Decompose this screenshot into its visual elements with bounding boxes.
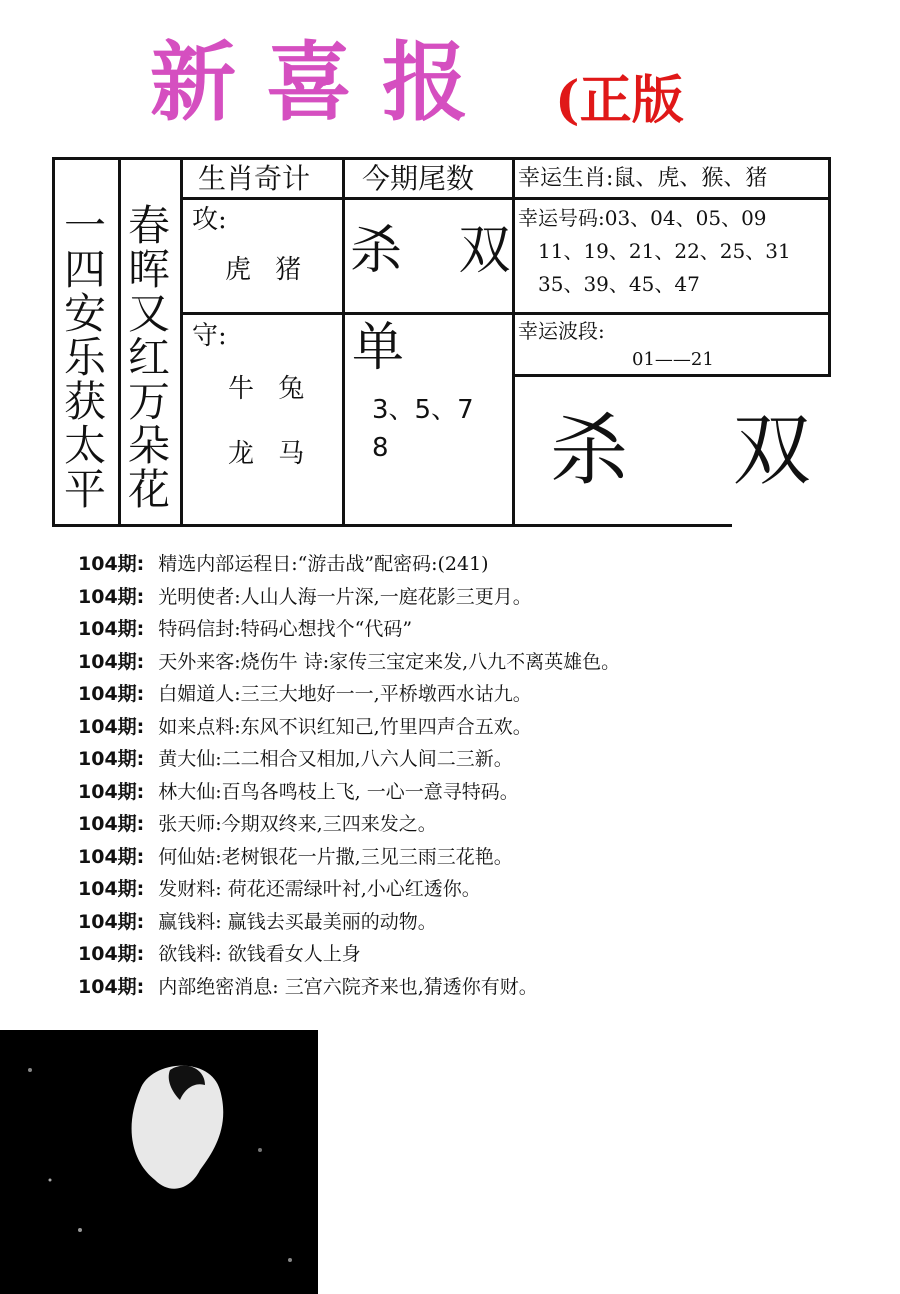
vertical-slogan-1: 一 四 安 乐 获 太 平 [63, 201, 106, 514]
header-lucky-zodiac: 幸运生肖:鼠、虎、猴、猪 [518, 166, 768, 191]
forecast-text: 赢钱料: 赢钱去买最美丽的动物。 [158, 910, 437, 933]
period-label: 104期: [78, 715, 145, 738]
forecast-row [78, 548, 878, 581]
forecast-text: 内部绝密消息: 三宫六院齐来也,猜透你有财。 [158, 975, 538, 998]
lucky-wave-range: 01——21 [632, 349, 714, 370]
tail-numbers-2: 8 [372, 433, 389, 463]
period-label: 104期: [78, 813, 145, 835]
period-label: 104期: [78, 585, 145, 608]
period-label: 104期: [78, 910, 145, 933]
period-label: 104期: [78, 780, 145, 803]
forecast-text: 特码信封:特码心想找个“代码” [158, 618, 413, 640]
forecast-row [78, 938, 878, 971]
defend-animals-1: 牛 兔 [228, 374, 313, 404]
period-label: 104期: [78, 943, 145, 965]
big-kill-double: 杀 双 [550, 406, 851, 496]
forecast-text: 如来点料:东风不识红知己,竹里四声合五欢。 [158, 715, 532, 738]
period-label: 104期: [78, 878, 145, 900]
forecast-row [78, 841, 878, 874]
page-title: 新喜报 [150, 32, 498, 133]
defend-label: 守: [192, 321, 227, 351]
header-zodiac-plan: 生肖奇计 [198, 162, 311, 195]
forecast-text: 林大仙:百鸟各鸣枝上飞, 一心一意寻特码。 [158, 780, 519, 803]
tail-kill-double: 杀 双 [350, 221, 531, 281]
forecast-text: 发财料: 荷花还需绿叶衬,小心红透你。 [158, 878, 481, 900]
period-label: 104期: [78, 683, 145, 705]
period-label: 104期: [78, 650, 145, 673]
period-label: 104期: [78, 975, 145, 998]
forecast-row [78, 711, 878, 744]
period-label: 104期: [78, 553, 145, 575]
forecast-row [78, 776, 878, 809]
forecast-row [78, 906, 878, 939]
defend-animals-2: 龙 马 [228, 439, 313, 469]
forecast-row [78, 646, 878, 679]
header-tail-number: 今期尾数 [362, 162, 475, 195]
attack-animals: 虎 猪 [225, 255, 310, 285]
forecast-text: 天外来客:烧伤牛 诗:家传三宝定来发,八九不离英雄色。 [158, 650, 621, 673]
forecast-text: 张天师:今期双终来,三四来发之。 [158, 813, 437, 835]
vertical-slogan-2: 春 晖 又 红 万 朵 花 [127, 201, 170, 514]
forecast-row [78, 613, 878, 646]
attack-label: 攻: [192, 205, 227, 235]
edition-label: (正版 [555, 70, 684, 131]
period-label: 104期: [78, 618, 145, 640]
lucky-numbers-line-1: 幸运号码:03、04、05、09 [518, 206, 767, 230]
forecast-text: 欲钱料: 欲钱看女人上身 [158, 943, 361, 965]
lucky-numbers-line-3: 35、39、45、47 [538, 272, 700, 296]
lucky-wave-label: 幸运波段: [518, 319, 605, 343]
bottom-photo [0, 1030, 318, 1294]
tail-single: 单 [352, 318, 425, 378]
lucky-numbers-line-2: 11、19、21、22、25、31 [538, 239, 791, 263]
forecast-row [78, 808, 878, 841]
period-label: 104期: [78, 845, 145, 868]
forecast-text: 精选内部运程日:“游击战”配密码:(241) [158, 553, 489, 575]
forecast-row [78, 873, 878, 906]
forecast-text: 白媚道人:三三大地好一一,平桥墩西水诂九。 [158, 683, 532, 705]
forecast-row [78, 743, 878, 776]
forecast-row [78, 678, 878, 711]
forecast-row [78, 581, 878, 614]
period-label: 104期: [78, 748, 145, 770]
forecast-text: 黄大仙:二二相合又相加,八六人间二三新。 [158, 748, 513, 770]
forecast-list [78, 548, 878, 1003]
forecast-text: 何仙姑:老树银花一片撒,三见三雨三花艳。 [158, 845, 513, 868]
forecast-text: 光明使者:人山人海一片深,一庭花影三更月。 [158, 585, 532, 608]
tail-numbers-1: 3、5、7 [372, 395, 474, 425]
forecast-row [78, 971, 878, 1004]
